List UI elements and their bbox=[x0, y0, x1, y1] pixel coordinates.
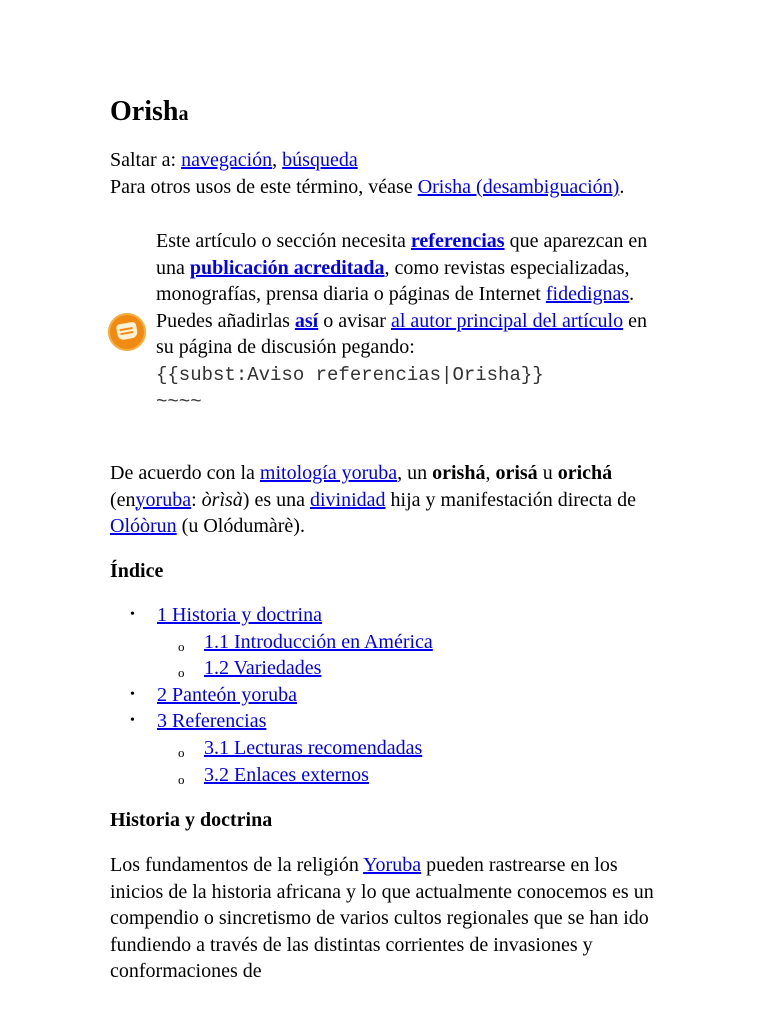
page-title-suffix: a bbox=[178, 103, 189, 125]
toc-link[interactable]: 3.2 Enlaces externos bbox=[204, 763, 369, 786]
yoruba-religion-link[interactable]: Yoruba bbox=[363, 854, 422, 876]
page-title: Orisha bbox=[110, 96, 189, 127]
toc-link[interactable]: 1 Historia y doctrina bbox=[157, 604, 322, 626]
toc-link[interactable]: 1.1 Introducción en América bbox=[204, 630, 433, 653]
disambiguation-link[interactable]: Orisha (desambiguación) bbox=[417, 176, 620, 198]
toc-link[interactable]: 1.2 Variedades bbox=[204, 657, 322, 680]
yoruba-language-link[interactable]: yoruba bbox=[135, 488, 192, 511]
toc-item bbox=[110, 602, 433, 629]
intro-paragraph: De acuerdo con la mitología yoruba, un orishá, orisá u orichá (enyoruba: òrìsà) es una divinidad hija y manifestación directa de Olóòrun (u Olódumàrè). bbox=[110, 462, 636, 537]
speech-bubble-icon bbox=[108, 313, 146, 351]
reliable-link[interactable]: fidedignas bbox=[545, 283, 630, 305]
navigation-link[interactable]: navegación bbox=[181, 149, 273, 171]
references-link[interactable]: referencias bbox=[410, 230, 505, 252]
publication-link[interactable]: publicación acreditada bbox=[189, 256, 385, 279]
toc-link[interactable]: 3.1 Lecturas recomendadas bbox=[204, 736, 423, 759]
toc-item bbox=[110, 655, 433, 682]
toc-item bbox=[110, 735, 433, 762]
toc-item bbox=[110, 708, 433, 735]
main-author-link[interactable]: al autor principal del artículo bbox=[390, 309, 624, 332]
divinity-link[interactable]: divinidad bbox=[309, 488, 386, 511]
disambiguation-note: Para otros usos de este término, véase Orisha (desambiguación). bbox=[110, 176, 625, 198]
toc-item bbox=[110, 762, 433, 789]
jump-links: Saltar a: navegación, búsqueda bbox=[110, 149, 358, 171]
signature-code: ~~~~ bbox=[156, 391, 202, 413]
toc-link[interactable]: 2 Panteón yoruba bbox=[157, 683, 297, 706]
toc-item bbox=[110, 629, 433, 656]
history-paragraph: Los fundamentos de la religión Yoruba pueden rastrearse en los inicios de la historia africana y lo que actualmente conocemos es un compendio o sincretismo de varios cultos regionales que se han ido fundiendo a través de las distintas corrientes de invasiones y conformaciones de bbox=[110, 854, 654, 982]
template-code: {{subst:Aviso referencias|Orisha}} bbox=[156, 363, 544, 386]
toc-heading: Índice bbox=[110, 560, 164, 582]
toc-link[interactable]: 3 Referencias bbox=[157, 710, 267, 733]
table-of-contents bbox=[110, 602, 433, 788]
yoruba-mythology-link[interactable]: mitología yoruba bbox=[259, 462, 398, 484]
how-link[interactable]: así bbox=[294, 309, 319, 332]
olorun-link[interactable]: Olóòrun bbox=[110, 515, 177, 537]
search-link[interactable]: búsqueda bbox=[282, 149, 358, 171]
section-heading: Historia y doctrina bbox=[110, 809, 273, 831]
references-notice: Este artículo o sección necesita referencias que aparezcan en una publicación acreditada, como revistas especializadas, monografías, prensa diaria o páginas de Internet fidedignas. Puedes añadirlas así o avisar al autor principal del artículo en su página de discusión pegando: {{subst:Aviso referencias|Orisha}} ~~~~ bbox=[156, 230, 648, 413]
toc-item bbox=[110, 682, 433, 709]
